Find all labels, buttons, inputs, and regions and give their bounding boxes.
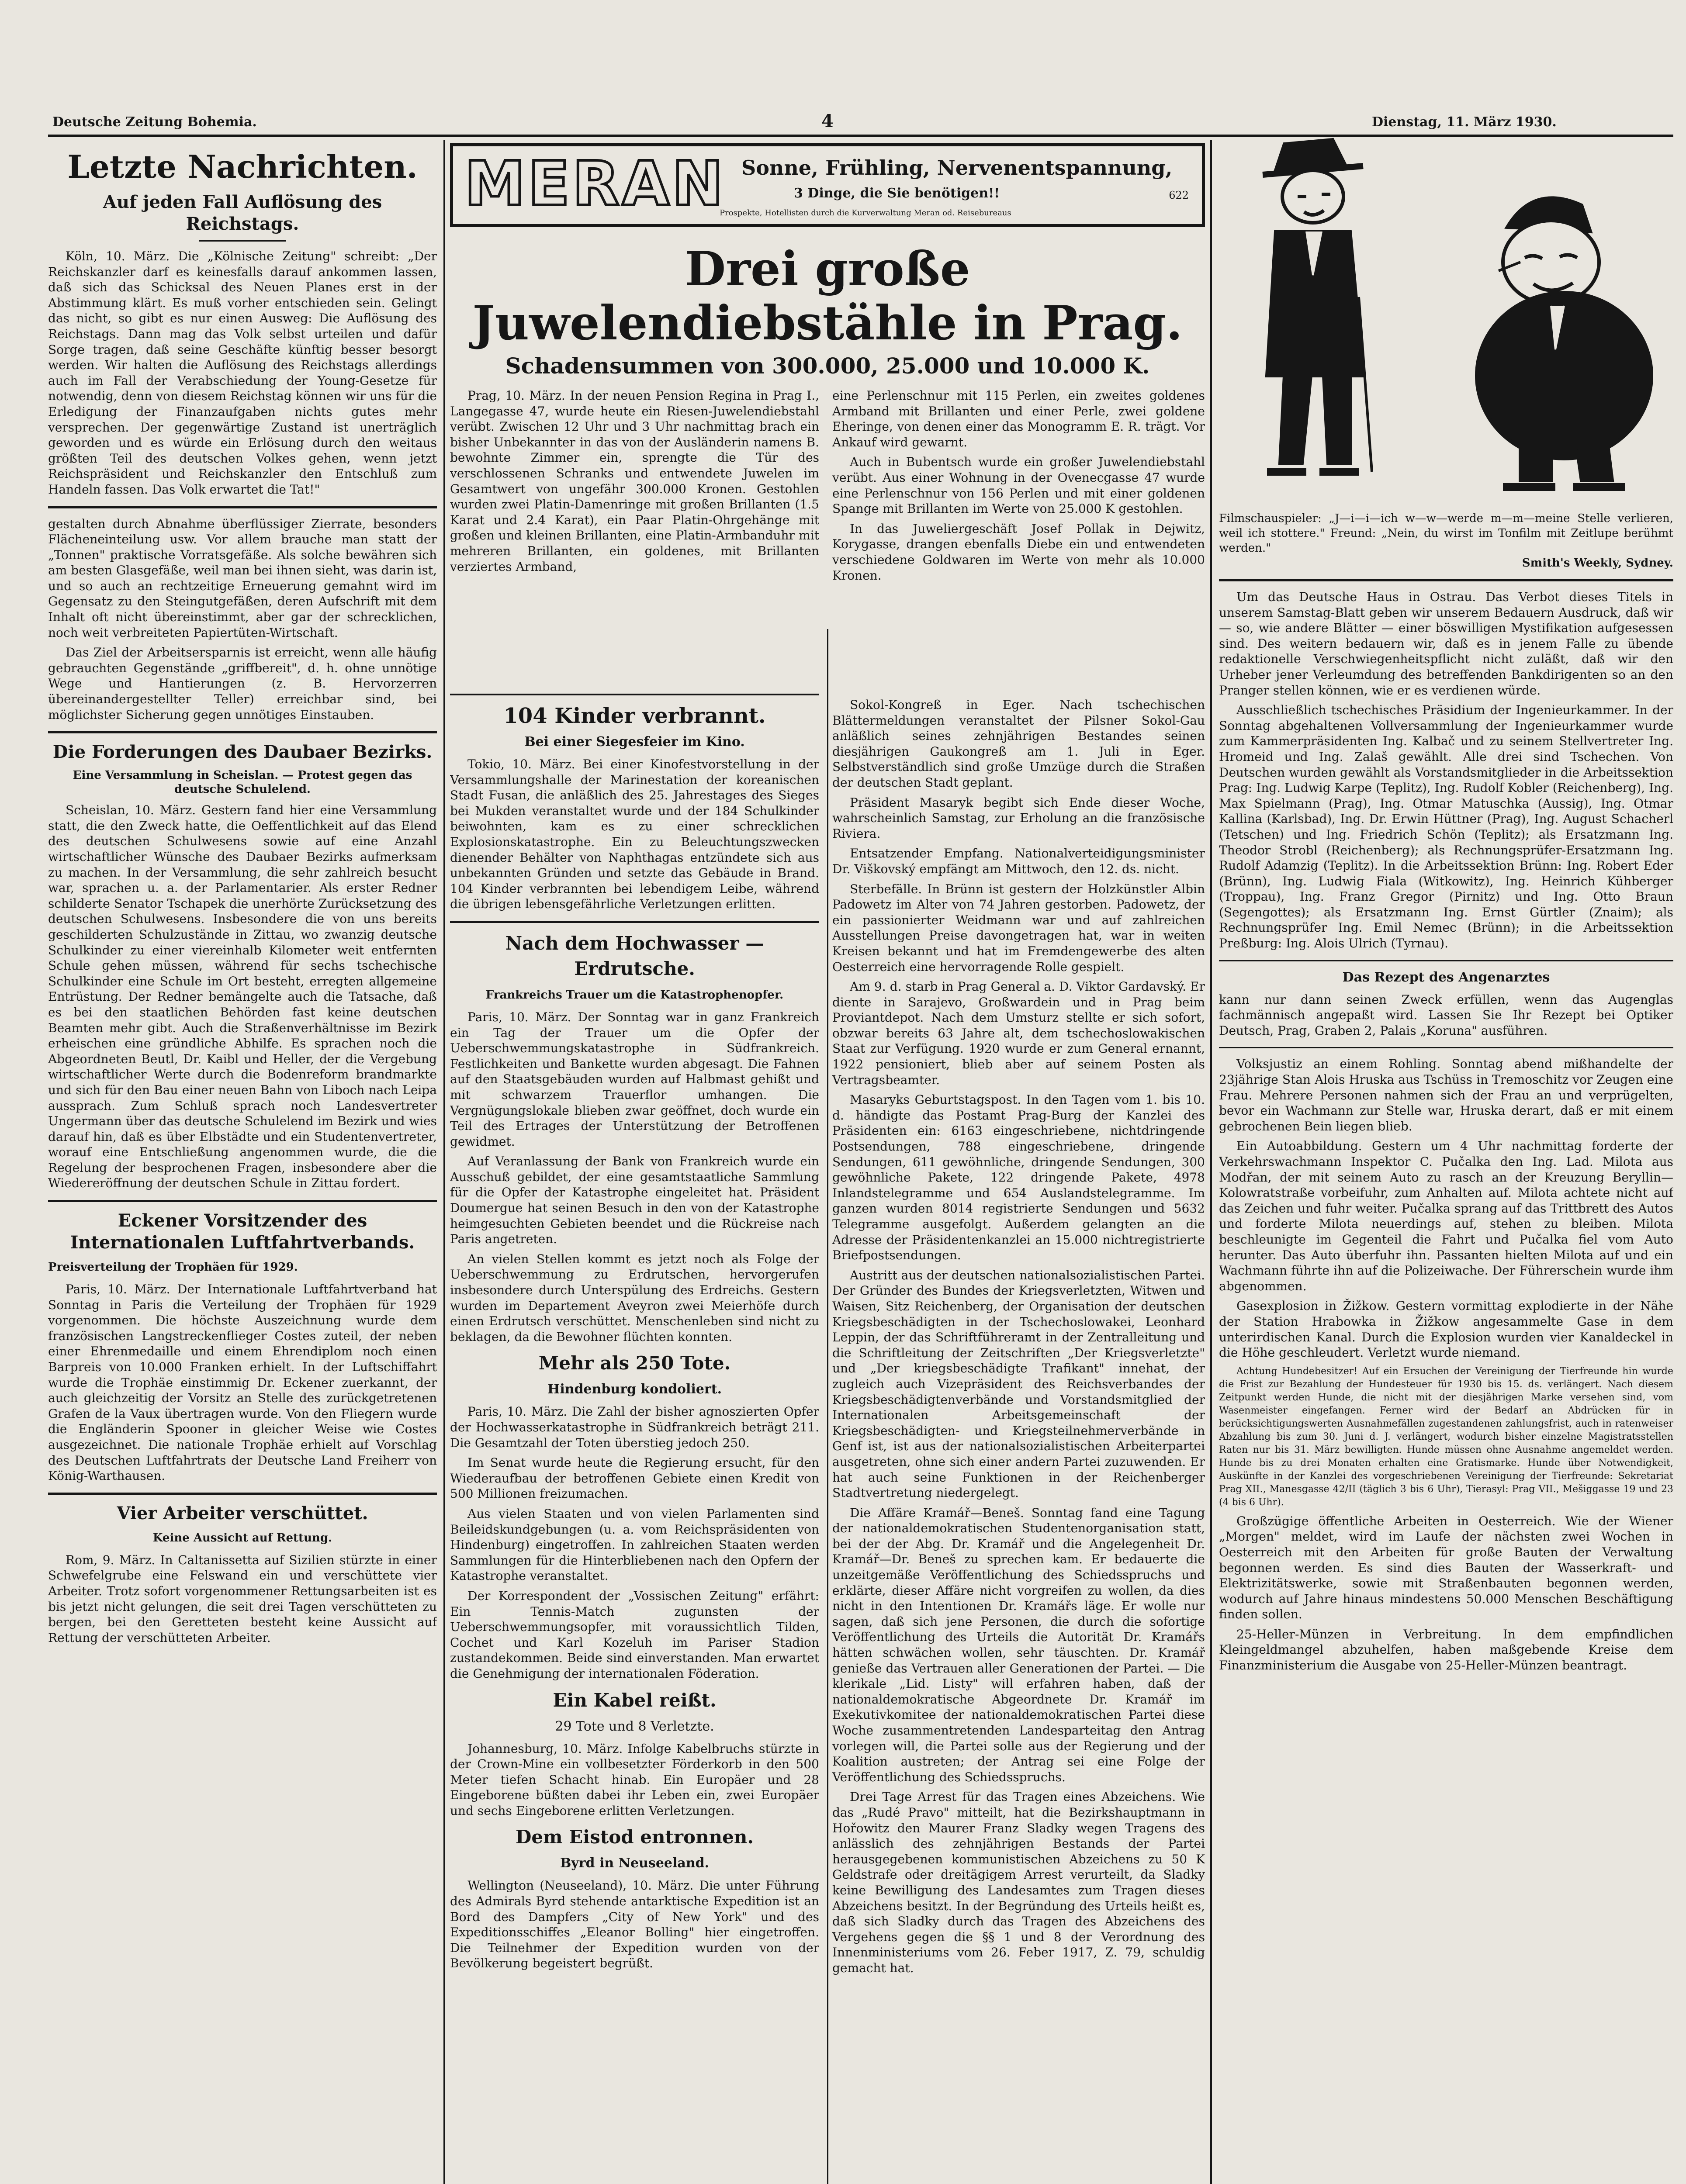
cartoon-illustration — [1219, 131, 1673, 507]
column-rule-2 — [1210, 140, 1212, 2184]
workers-subheadline: Keine Aussicht auf Rettung. — [152, 1531, 332, 1545]
dog-owners-text: Achtung Hundebesitzer! Auf ein Ersuchen der Vereinigung der Tierfreunde hin wurde die Frist zur Bezahlung der Hundesteuer für 1930 bis 15. ds. verlängert. Nach diesem Zeitpunkt werden Hunde, die nicht mit der diesjährigen Marke versehen sind, vom Wasenmeister eingefangen. Ferner wird der Bedarf an Abdrücken für in berücksichtigungswerten Ausnahmefällen zugestandenen zahlungsfrist, auch in ratenweiser Abzahlung bis zum 30. Juni d. J. verlängert, wodurch bisher einzelne Magistratsstellen Raten nur bis 31. März bewilligten. Hunde müssen ohne Ausnahme angemeldet werden. Hunde bis zu drei Monaten erhalten eine Gratismarke. Hunde über Notwendigkeit, Auskünfte in der Kanzlei des vorgeschriebenen Vereinigung der Tierfreunde: Sekretariat Prag XII., Manesgasse 42/II (täglich 3 bis 6 Uhr), Tierasyl: Prag VII., Mešiggasse 19 und 23 (4 bis 6 Uhr). — [1219, 1365, 1673, 1508]
divider — [450, 921, 819, 923]
dead-headline: Mehr als 250 Tote. — [538, 1352, 731, 1374]
cable-text: Johannesburg, 10. März. Infolge Kabelbruchs stürzte in der Crown-Mine ein vollbesetzter Förderkorb in den 500 Meter tiefen Schacht hinab. Ein Europäer und 28 Eingeborene büßten dabei ihr Leben ein, zwei Europäer und sechs Eingeborene erlitten Verletzungen. — [450, 1741, 819, 1818]
dead-text-1: Paris, 10. März. Die Zahl der bisher agnoszierten Opfer der Hochwasserkatastrophe in Südfrankreich beträgt 211. Die Gesamtzahl der Toten überstieg jedoch 250. — [450, 1404, 819, 1450]
divider — [48, 1200, 437, 1202]
main-article-left — [450, 388, 819, 694]
auto-accident-text: Ein Autoabbildung. Gestern um 4 Uhr nachmittag forderte der Verkehrswachmann Inspektor C. Pučalka den Ing. Lad. Milota aus Modřan, der mit seinem Auto zu rasch an der Kreuzung Beryllin—Kolowratstraße vorbeifuhr, zum Anhalten auf. Milota achtete nicht auf das Zeichen und fuhr weiter. Pučalka sprang auf das Trittbrett des Autos und forderte Milota neuerdings auf, stehen zu bleiben. Milota beschleunigte im Gegenteil die Fahrt und Pučalka fiel vom Auto herunter. Das Auto überfuhr ihn. Passanten hielten Milota auf und ein Wachmann führte ihn auf die Polizeiwache. Der Führerschein wurde ihm abgenommen. — [1219, 1139, 1673, 1293]
header-left: Deutsche Zeitung Bohemia. — [52, 114, 257, 130]
divider — [48, 506, 437, 508]
optician-ad-text: kann nur dann seinen Zweck erfüllen, wenn das Augenglas fachmännisch angepaßt wird. Lassen Sie Ihr Rezept bei Optiker Deutsch, Prag, Graben 2, Palais „Koruna" ausführen. — [1219, 992, 1673, 1038]
gas-explosion-text: Gasexplosion in Žižkow. Gestern vormittag explodierte in der Nähe der Station Hrabowka in Žižkow angesammelte Gase in dem unterirdischen Kanal. Durch die Explosion wurden vier Kanaldeckel in die Höhe geschleudert. Verletzt wurde niemand. — [1219, 1299, 1673, 1360]
meran-logo: MERAN — [464, 149, 726, 220]
jewel-theft-text-4: In das Juweliergeschäft Josef Pollak in Dejwitz, Korygasse, drangen ebenfalls Diebe ein und entwendeten verschiedene Goldwaren im Werte von mehr als 10.000 Kronen. — [832, 521, 1205, 583]
vigilante-text: Volksjustiz an einem Rohling. Sonntag abend mißhandelte der 23jährige Stan Alois Hruska aus Tschüss in Tremoschitz vor Zeugen eine Frau. Mehrere Personen nahmen sich der Frau an und verprügelten, bevor ein Wachmann zur Stelle war, Hruska derart, daß er mit einem gebrochenen Bein liegen blieb. — [1219, 1057, 1673, 1133]
page-number: 4 — [821, 111, 834, 131]
column-rule-1 — [443, 140, 445, 2184]
column-2 — [450, 697, 819, 2184]
divider — [1219, 579, 1673, 581]
center-block — [450, 143, 1205, 2184]
deaths-text-2: Am 9. d. starb in Prag General a. D. Viktor Gardavský. Er diente in Sarajevo, Großwardein und in Prag beim Proviantdepot. Nach dem Umsturz stellte er sich sofort, obzwar bereits 63 Jahre alt, dem tschechoslowakischen Staat zur Verfügung. 1920 wurde er zum General ernannt, 1922 pensioniert, blieb aber auf seinem Posten als Vertragsbeamter. — [832, 979, 1205, 1087]
aviation-subheadline: Preisverteilung der Trophäen für 1929. — [48, 1261, 298, 1274]
divider — [199, 240, 286, 242]
dead-text-4: Der Korrespondent der „Vossischen Zeitung" erfährt: Ein Tennis-Match zugunsten der Ueberschwemmungsopfer, mit voraussichtlich Tilden, Cochet und Karl Kozeluh im Pariser Stadion zustandekommen. Beide sind einverstanden. Man erwartet die Genehmigung der internationalen Föderation. — [450, 1588, 819, 1681]
public-works-text: Großzügige öffentliche Arbeiten in Oesterreich. Wie der Wiener „Morgen" meldet, wird im Laufe der nächsten zwei Wochen in Oesterreich mit den Arbeiten für große Bauten der Verwaltung begonnen werden. Es sind dies Bauten der Wasserkraft- und Elektrizitätswerke, sowie mit Straßenbauten begonnen werden, wodurch auf Jahre hinaus mindestens 50.000 Menschen Beschäftigung finden sollen. — [1219, 1514, 1673, 1622]
ostrau-text: Um das Deutsche Haus in Ostrau. Das Verbot dieses Titels in unserem Samstag-Blatt geben wir unserem Bedauern Ausdruck, daß wir — so, wie andere Blätter — einer böswilligen Mystifikation aufgesessen sind. Des weitern bedauern wir, daß es in jenem Falle zu übende redaktionelle Verschwiegenheitspflicht nicht zuläßt, daß wir den Urheber jener Verleumdung des betreffenden Bankdirigenten so an den Pranger stellen können, wie er es verdienen würde. — [1219, 590, 1673, 698]
header-right: Dienstag, 11. März 1930. — [1372, 114, 1557, 130]
article-rule — [450, 694, 819, 695]
cartoon-figure-left — [1263, 140, 1372, 472]
main-headline: Drei große Juwelendiebstähle in Prag. — [472, 242, 1183, 351]
aviation-headline: Eckener Vorsitzender des Internationalen Luftfahrtverbands. — [70, 1210, 415, 1253]
birthday-post-text: Masaryks Geburtstagspost. In den Tagen vom 1. bis 10. d. händigte das Postamt Prag-Burg der Kanzlei des Präsidenten ein: 6163 eingeschriebene, nichtdringende Postsendungen, 788 eingeschriebene, dringende Sendungen, 611 gewöhnliche, dringende Sendungen, 300 gewöhnliche Pakete, 122 dringende Pakete, 4978 Inlandstelegramme und 654 Auslandstelegramme. Im ganzen wurden 8014 registrierte Sendungen und 5632 Telegramme ausgefolgt. Außerdem gelangten an die Adresse der Präsidentenkanzlei an 15.000 nichtregistrierte Briefpostsendungen. — [832, 1092, 1205, 1263]
cartoon-caption — [1219, 511, 1673, 570]
dead-text-3: Aus vielen Staaten und von vielen Parlamenten sind Beileidskundgebungen (u. a. vom Reichspräsidenten von Hindenburg) eingetroffen. In zahlreichen Staaten werden Sammlungen für die Hinterbliebenen nach den Opfern der Katastrophe veranstaltet. — [450, 1506, 819, 1583]
reichstag-text: Köln, 10. März. Die „Kölnische Zeitung" schreibt: „Der Reichskanzler darf es keinesfalls darauf ankommen lassen, daß sich das Schicksal des Neuen Planes erst in der Abstimmung klärt. Es muß vorher entschieden sein. Gelingt das nicht, so gibt es nur einen Ausweg: Die Auflösung des Reichstags. Dann mag das Volk selbst urteilen und dafür Sorge tragen, daß seine Geschäfte künftig besser besorgt werden. Wir halten die Auflösung des Reichstags allerdings auch im Fall der Verabschiedung der Young-Gesetze für notwendig, denn von diesem Reichstag können wir uns für die Erledigung der Finanzaufgaben nichts gutes mehr versprechen. Der gegenwärtige Zustand ist unerträglich geworden und es würde ein Erlösung durch den weitaus größten Teil des deutschen Volkes gehen, wenn jetzt Reichspräsident und Reichskanzler den Entschluß zum Handeln fassen. Das Volk erwartet die Tat!" — [48, 249, 437, 497]
badge-arrest-text: Drei Tage Arrest für das Tragen eines Abzeichens. Wie das „Rudé Pravo" mitteilt, hat die Bezirkshauptmann in Hořowitz den Maurer Franz Sladky wegen Tragens des anlässlich des zehnjährigen Bestands der Partei herausgegebenen kommunistischen Abzeichens zu 50 K Geldstrafe oder dreitägigem Arrest verurteilt, da Sladky keine Bewilligung des Landesamtes zum Tragen dieses Abzeichens besitzt. In der Begründung des Urteils heißt es, daß sich Sladky durch das Tragen des Abzeichens des Vergehens gegen die §§ 1 und 8 der Verordnung des Innenministeriums vom 26. Feber 1917, Z. 79, schuldig gemacht hat. — [832, 1790, 1205, 1975]
divider — [1219, 1047, 1673, 1048]
party-exit-text: Austritt aus der deutschen nationalsozialistischen Partei. Der Gründer des Bundes der Kriegsverletzten, Witwen und Waisen, Sitz Reichenberg, der Organisation der deutschen Kriegsbeschädigten in der Tschechoslowakei, Leonhard Leppin, der das Schriftführeramt in der Zentralleitung und die Schriftleitung der Zeitschriften „Der Kriegsverletzte" und „Der kriegsbeschädigte Trafikant" innehat, der zugleich auch Vizepräsident des Reichsverbandes der Kriegsbeschädigtenverbände und Vorstandsmitglied der Internationalen Arbeitsgemeinschaft der Kriegsbeschädigten- und Kriegsteilnehmerverbände in Genf ist, ist aus der nationalsozialistischen Arbeiterpartei ausgetreten, ohne sich einer andern Partei zuzuwenden. Er hat auch seine Funktionen in der Reichenberger Stadtvertretung niedergelegt. — [832, 1268, 1205, 1500]
deaths-text-1: Sterbefälle. In Brünn ist gestern der Holzkünstler Albin Padowetz im Alter von 74 Jahren gestorben. Padowetz, der ein passionierter Weidmann war und auf zahlreichen Ausstellungen Preise davongetragen hat, war in weiten Kreisen bekannt und hat im Fremdengewerbe des alten Oesterreich eine hervorragende Rolle gespielt. — [832, 881, 1205, 974]
flood-text-2: Auf Veranlassung der Bank von Frankreich wurde ein Ausschuß gebildet, der eine gesamtstaatliche Sammlung für die Opfer der Katastrophe eingeleitet hat. Präsident Doumergue hat seinen Besuch in den von der Katastrophe heimgesuchten Gebieten beendet und die Rückreise nach Paris angetreten. — [450, 1154, 819, 1247]
column-4 — [1219, 511, 1673, 2184]
engineers-chamber-text: Ausschließlich tschechisches Präsidium der Ingenieurkammer. In der Sonntag abgehaltenen Vollversammlung der Ingenieurkammer wurde zum Kammerpräsidenten Ing. Kalbač und zu seinem Stellvertreter Ing. Hromeid und Ing. Zalaš gewählt. Alle drei sind Tschechen. Von Deutschen wurden gewählt als Vorstandsmitglieder in die Arbeitssektion Prag: Ing. Ludwig Karpe (Teplitz), Ing. Rudolf Kobler (Reichenberg), Ing. Max Spielmann (Prag), Ing. Otmar Matuschka (Aussig), Ing. Otmar Kallina (Karlsbad), Ing. Dr. Erwin Hüttner (Prag), Ing. August Schacherl (Tetschen) und Ing. Friedrich Schön (Teplitz); als Ersatzmann Ing. Theodor Strobl (Reichenberg); als Rechnungsprüfer-Ersatzmann Ing. Rudolf Adamzig (Teplitz). In die Arbeitssektion Brünn: Ing. Robert Eder (Brünn), Ing. Ludwig Fiala (Witkowitz), Ing. Heinrich Kühberger (Troppau), Ing. Franz Gregor (Pirnitz) und Ing. Otto Braun (Segengottes); als Ersatzmann Ing. Ernst Gürtler (Znaim); als Rechnungsprüfer Ing. Emil Nemec (Brünn); in die Arbeitssektion Preßburg: Ing. Alois Ulrich (Tyrnau). — [1219, 703, 1673, 951]
ice-subheadline: Byrd in Neuseeland. — [560, 1856, 710, 1871]
children-text: Tokio, 10. März. Bei einer Kinofestvorstellung in der Versammlungshalle der Marinestation der koreanischen Stadt Fusan, die anläßlich des 25. Jahrestages des Sieges bei Mukden veranstaltet wurde und der 184 Schulkinder beiwohnten, kam es zu einer schrecklichen Explosionskatastrophe. Ein zu Beleuchtungszwecken dienender Behälter von Naphthagas entzündete sich aus unbekannten Gründen und setzte das Gebäude in Brand. 104 Kinder verbrannten bei lebendigem Leibe, während die übrigen lebensgefährliche Verletzungen erlitten. — [450, 757, 819, 912]
dead-text-2: Im Senat wurde heute die Regierung ersucht, für den Wiederaufbau der betroffenen Gebiete einen Kredit von 500 Millionen freizumachen. — [450, 1455, 819, 1501]
workers-text: Rom, 9. März. In Caltanissetta auf Sizilien stürzte in einer Schwefelgrube eine Felswand ein und verschüttete vier Arbeiter. Trotz sofort vorgenommener Rettungsarbeiten ist es bis jetzt nicht gelungen, die seit drei Tagen verschütteten zu bergen, bei den Geretteten besteht keine Aussicht auf Rettung der verschütteten Arbeiter. — [48, 1552, 437, 1645]
divider — [1219, 960, 1673, 961]
ad-slogan: Sonne, Frühling, Nervenentspannung, — [741, 156, 1173, 180]
aviation-text: Paris, 10. März. Der Internationale Luftfahrtverband hat Sonntag in Paris die Verteilung der Trophäen für 1929 vorgenommen. Die höchste Auszeichnung wurde dem französischen Langstreckenflieger Costes zuteil, der neben einer Ehrenmedaille und einem Ehrendiplom noch einen Barpreis von 10.000 Franken erhielt. In der Luftschiffahrt wurde die Trophäe einstimmig Dr. Eckener zuerkannt, der auch gleichzeitig der Vorsitz an Stelle des zurückgetretenen Grafen de la Vaux übertragen wurde. Von den Fliegern wurde die Engländerin Spooner in gleicher Weise wie Costes ausgezeichnet. Die nationale Trophäe erhielt auf Vorschlag des Deutschen Luftfahrtrats der Deutsche Land Freiherr von König-Warthausen. — [48, 1282, 437, 1483]
dauba-text: Scheislan, 10. März. Gestern fand hier eine Versammlung statt, die den Zweck hatte, die Oeffentlichkeit auf das Elend des deutschen Schulwesens sowie auf eine Anzahl wirtschaftlicher Wünsche des Daubaer Bezirks aufmerksam zu machen. In der Versammlung, die sehr zahlreich besucht war, sprachen u. a. der Parlamentarier. Als erster Redner schilderte Senator Tschapek die unerhörte Zurücksetzung des deutschen Schulwesens. Insbesondere die von uns bereits geschilderten Schulzustände in Zittau, wo zwanzig deutsche Schulkinder zu einer viereinhalb Kilometer weit entfernten Schule gehen müssen, während für sechs tschechische Schulkinder eine Schule im Ort besteht, erregten allgemeine Entrüstung. Der Redner bemängelte auch die Tatsache, daß es bei den staatlichen Behörden fast keine deutschen Beamten mehr gibt. Auch die Straßenverhältnisse im Bezirk erheischen eine gründliche Abhilfe. Es sprachen noch die Abgeordneten Beutl, Dr. Kaibl und Heller, der die Vergebung wirtschaftlicher Werte durch die Bodenreform brandmarkte und sich für den Bau einer neuen Bahn von Liboch nach Leipa aussprach. Zum Schluß sprach noch Landesvertreter Ungermann über das deutsche Schulelend im Bezirk und wies darauf hin, daß es über Elbstädte und ein Studentenvertreter, worauf eine Entschließung angenommen wurde, die die Regelung der besprochenen Fragen, insbesondere aber die Wiedereröffnung der deutschen Schule in Zittau fordert. — [48, 803, 437, 1191]
dauba-subheadline: Eine Versammlung in Scheislan. — Protest gegen das deutsche Schulelend. — [73, 769, 412, 796]
column-1 — [48, 144, 437, 2184]
cable-subheadline: 29 Tote und 8 Verletzte. — [555, 1718, 714, 1734]
optician-ad-heading: Das Rezept des Angenarztes — [1342, 969, 1550, 985]
ad-footnote: Prospekte, Hotellisten durch die Kurverwaltung Meran od. Reisebureaus — [720, 208, 1011, 218]
workers-headline: Vier Arbeiter verschüttet. — [117, 1503, 368, 1524]
household-text-2: Das Ziel der Arbeitsersparnis ist erreicht, wenn alle häufig gebrauchten Gegenstände „griffbereit", d. h. ohne unnötige Wege und Hantierungen (z. B. Hervorzerren übereinandergestellter Teller) erreichbar sind, bei möglichster Sicherung gegen unnötiges Einstauben. — [48, 645, 437, 722]
cartoon-figure-right — [1477, 198, 1651, 487]
column-3 — [832, 697, 1205, 2184]
flood-text-3: An vielen Stellen kommt es jetzt noch als Folge der Ueberschwemmung zu Erdrutschen, hervorgerufen insbesondere durch Unterspülung des Erdreichs. Gestern wurden im Departement Aveyron zwei Meierhöfe durch einen Erdrutsch verschüttet. Menschenleben sind nicht zu beklagen, da die Bewohner flüchten konnten. — [450, 1251, 819, 1344]
children-headline: 104 Kinder verbrannt. — [503, 704, 766, 728]
ice-text: Wellington (Neuseeland), 10. März. Die unter Führung des Admirals Byrd stehende antarktische Expedition ist an Bord des Dampfers „City of New York" und des Expeditionsschiffes „Eleanor Bolling" hier eingetroffen. Die Teilnehmer der Expedition wurden von der Bevölkerung begeistert begrüßt. — [450, 1878, 819, 1971]
flood-subheadline: Frankreichs Trauer um die Katastrophenopfer. — [485, 988, 784, 1002]
cable-headline: Ein Kabel reißt. — [553, 1689, 717, 1711]
dauba-headline: Die Forderungen des Daubaer Bezirks. — [52, 742, 433, 763]
lower-columns — [450, 697, 1205, 2184]
ad-tagline: 3 Dinge, die Sie benötigen!! — [794, 186, 1000, 201]
ice-headline: Dem Eistod entronnen. — [516, 1826, 754, 1848]
jewel-theft-text-3: Auch in Bubentsch wurde ein großer Juwelendiebstahl verübt. Aus einer Wohnung in der Ovenecgasse 47 wurde eine Perlenschnur von 156 Perlen und mit einer goldenen Spange mit Brillanten im Werte von 25.000 K gestohlen. — [832, 455, 1205, 516]
divider — [48, 1493, 437, 1495]
main-article — [450, 388, 1205, 694]
reichstag-headline: Auf jeden Fall Auflösung des Reichstags. — [103, 192, 382, 234]
latest-news-title: Letzte Nachrichten. — [67, 148, 418, 185]
household-text-1: gestalten durch Abnahme überflüssiger Zierrate, besonders Flächeneinteilung usw. Vor allem brauche man statt der „Tonnen" praktische Vorratsgefäße. Als solche bewähren sich am besten Glasgefäße, weil man bei ihnen sieht, was darin ist, und so auch an rechtzeitige Erneuerung gemahnt wird im Gegensatz zu den Steingutgefäßen, deren Aufschrift mit dem Inhalt oft nicht übereinstimmt, aber gar der schrecklichen, noch weit verbreiteten Papiertüten-Wirtschaft. — [48, 516, 437, 640]
dead-subheadline: Hindenburg kondoliert. — [547, 1382, 722, 1397]
sokol-text: Sokol-Kongreß in Eger. Nach tschechischen Blättermeldungen veranstaltet der Pilsner Sokol-Gau anläßlich seines zehnjährigen Bestandes seinen diesjährigen Gaukongreß am 1. Juli in Eger. Selbstverständlich sind große Umzüge durch die Straßen der deutschen Stadt geplant. — [832, 698, 1205, 790]
flood-headline: Nach dem Hochwasser — Erdrutsche. — [505, 932, 764, 979]
ad-code: 622 — [1169, 189, 1189, 201]
jewel-theft-text-2: eine Perlenschnur mit 115 Perlen, ein zweites goldenes Armband mit Brillanten und einer Perle, zwei goldene Eheringe, von denen einer das Monogramm E. R. trägt. Vor Ankauf wird gewarnt. — [832, 388, 1205, 449]
jewel-theft-text-1: Prag, 10. März. In der neuen Pension Regina in Prag I., Langegasse 47, wurde heute ein Riesen-Juwelendiebstahl verübt. Zwischen 12 Uhr und 3 Uhr nachmittag brach ein bisher Unbekannter in das von der Ausländerin namens B. bewohnte Zimmer ein, sprengte die Tür des verschlossenen Schranks und entwendete Juwelen im Gesamtwert von ungefähr 300.000 Kronen. Gestohlen wurden zwei Platin-Damenringe mit großen Brillanten (1.5 Karat und 2.4 Karat), ein Paar Platin-Ohrgehänge mit großen und kleinen Brillanten, eine Platin-Armbanduhr mit mehreren Brillanten, ein goldenes, mit Brillanten verziertes Armband, — [450, 388, 819, 574]
cartoon-credit: Smith's Weekly, Sydney. — [1522, 556, 1673, 570]
main-article-right — [832, 388, 1205, 694]
cartoon-caption-text: Filmschauspieler: „J—i—i—ich w—w—werde m—m—meine Stelle verlieren, weil ich stottere." Freund: „Nein, du wirst im Tonfilm mit Zeitlupe berühmt werden." — [1219, 512, 1673, 555]
children-subheadline: Bei einer Siegesfeier im Kino. — [524, 734, 745, 750]
flood-text-1: Paris, 10. März. Der Sonntag war in ganz Frankreich ein Tag der Trauer um die Opfer der Ueberschwemmungskatastrophe in Südfrankreich. Festlichkeiten und Bankette wurden abgesagt. Die Fahnen auf den Staatsgebäuden wurden auf Halbmast gehißt und mit schwarzem Trauerflor umhangen. Die Vergnügungslokale blieben zwar geöffnet, doch wurde ein Teil des Ertrages der Unterstützung der Betroffenen gewidmet. — [450, 1009, 819, 1149]
reception-text: Entsatzender Empfang. Nationalverteidigungsminister Dr. Viškovský empfängt am Mittwoch, den 12. ds. nicht. — [832, 846, 1205, 876]
masaryk-text: Präsident Masaryk begibt sich Ende dieser Woche, wahrscheinlich Samstag, zur Erholung an die französische Riviera. — [832, 795, 1205, 841]
kramar-benes-text: Die Affäre Kramář—Beneš. Sonntag fand eine Tagung der nationaldemokratischen Studentenorganisation statt, bei der der Abg. Dr. Kramář und die Angelegenheit Dr. Kramář—Dr. Beneš zu sprechen kam. Er bedauerte die unzeitgemäße Veröffentlichung des Schiedsspruchs und erklärte, dieser Affäre nicht vorgreifen zu wollen, da dies nicht in den Intentionen Dr. Kramářs läge. Er wolle nur sagen, daß sich jene Personen, die durch die sofortige Veröffentlichung des Urteils die Autorität Dr. Kramářs hätten schwächen wollen, sehr täuschten. Dr. Kramář genieße das Vertrauen aller Generationen der Partei. — Die klerikale „Lid. Listy" will erfahren haben, daß der nationaldemokratische Abgeordnete Dr. Kramář im Exekutivkomitee der nationaldemokratischen Partei diese Woche zusammentretenden Landesparteitag den Antrag vorlegen will, die Partei solle aus der Regierung und der Koalition austreten; der Antrag sei eine Folge der Veröffentlichung des Schiedsspruchs. — [832, 1505, 1205, 1784]
divider — [48, 731, 437, 733]
main-subheadline: Schadensummen von 300.000, 25.000 und 10.000 K. — [505, 353, 1150, 379]
meran-advertisement — [450, 143, 1205, 227]
coins-text: 25-Heller-Münzen in Verbreitung. In dem empfindlichen Kleingeldmangel abzuhelfen, haben maßgebende Kreise dem Finanzministerium die Ausgabe von 25-Heller-Münzen beantragt. — [1219, 1627, 1673, 1673]
